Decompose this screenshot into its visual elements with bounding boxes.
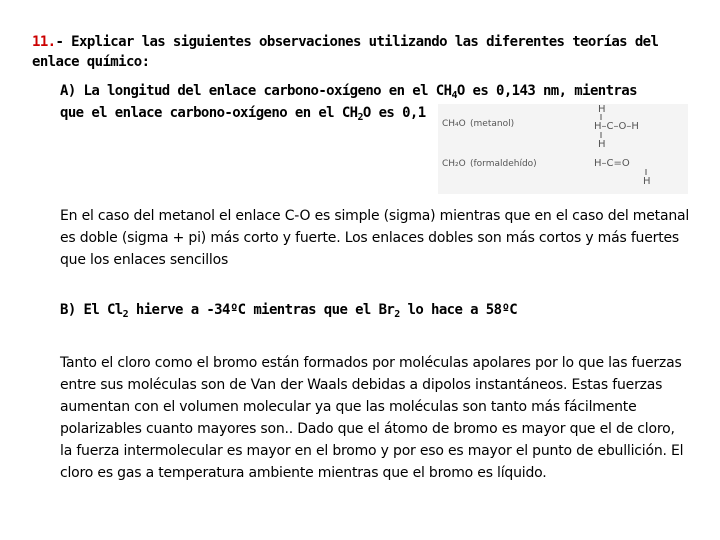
fig-formaldehyde-chain: H–C=O [594, 158, 630, 169]
part-a-line1-sub: 4 [451, 90, 457, 101]
fig-row1-name: (metanol) [470, 119, 515, 129]
question-number: 11. [32, 34, 56, 50]
part-a-line2-sub: 2 [357, 112, 363, 123]
part-b-statement [60, 302, 670, 318]
part-b-pre: B) El Cl [60, 302, 123, 318]
fig-row2-formula: CH₂O [442, 159, 466, 169]
part-a-line-1 [60, 80, 670, 102]
part-a-line2-pre: que el enlace carbono-oxígeno en el CH [60, 105, 358, 121]
fig-methanol-chain: H–C–O–H [594, 121, 639, 132]
fig-methanol-top-h: H [598, 104, 606, 115]
fig-row2-name: (formaldehído) [470, 159, 537, 169]
part-b-sub2: 2 [394, 309, 400, 320]
part-a-line1-post: O es 0,143 nm, mientras [456, 83, 637, 99]
part-b-post: lo hace a 58ºC [399, 302, 518, 318]
question-heading [32, 32, 672, 72]
part-a-line2-post: O es 0,1 [362, 105, 426, 121]
question-text: - Explicar las siguientes observaciones utilizando las diferentes teorías del enlace químico: [32, 34, 659, 70]
fig-methanol-bottom-h: H [598, 139, 606, 150]
part-b-sub1: 2 [122, 309, 129, 320]
part-a-line1-pre: A) La longitud del enlace carbono-oxígeno en el CH [60, 83, 452, 99]
answer-b-paragraph: Tanto el cloro como el bromo están formados por moléculas apolares por lo que las fuerzas entre sus moléculas son de Van der Waals debidas a dipolos instantáneos. Estas fuerzas aumentan con el volumen molecular ya que las moléculas son tanto más fácilmente polarizables cuanto mayores son.. Dado que el átomo de bromo es mayor que el de cloro, la fuerza intermolecular es mayor en el bromo y por eso es mayor el punto de ebullición. El cloro es gas a temperatura ambiente mientras que el bromo es líquido. [60, 355, 684, 481]
fig-formaldehyde-h: H [643, 176, 651, 187]
answer-a-paragraph: En el caso del metanol el enlace C-O es simple (sigma) mientras que en el caso del metanal es doble (sigma + pi) más corto y fuerte. Los enlaces dobles son más cortos y más fuertes que los enlaces sencillos [60, 208, 690, 268]
fig-row1-formula: CH₄O [442, 119, 466, 129]
structure-figure [438, 104, 688, 194]
part-b-mid: hierve a -34ºC mientras que el Br [128, 302, 395, 318]
